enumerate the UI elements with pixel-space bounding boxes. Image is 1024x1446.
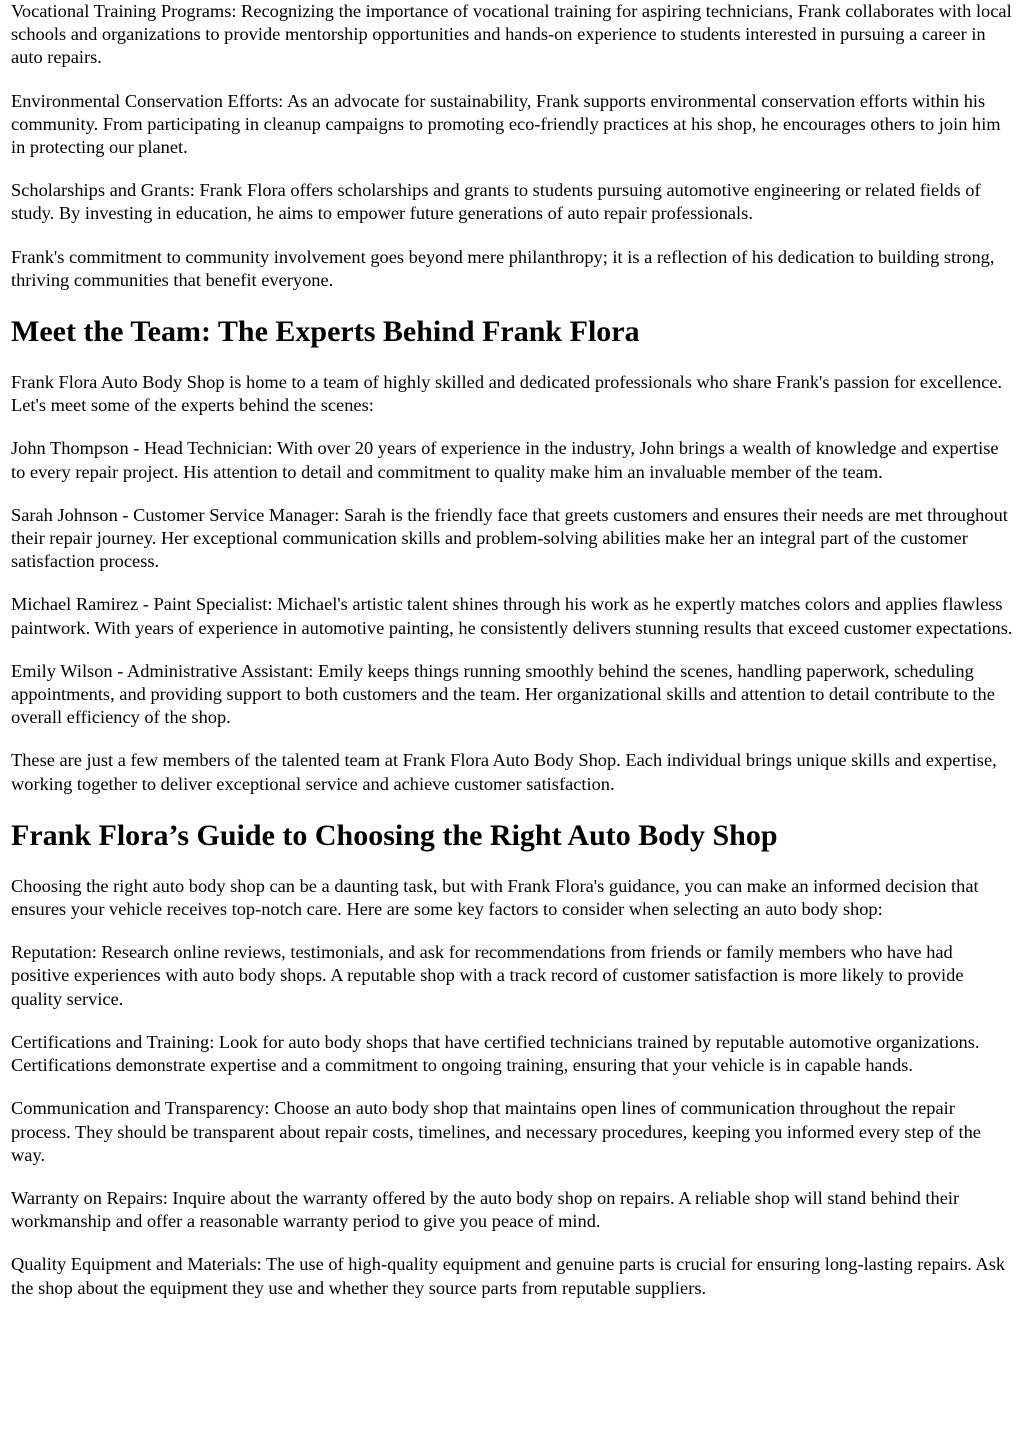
paragraph-scholarships-grants: Scholarships and Grants: Frank Flora offers scholarships and grants to students pursuing automotive engineering or related fields of study. By investing in education, he aims to empower future generations of auto repair professionals. (11, 180, 981, 224)
paragraph-michael-ramirez: Michael Ramirez - Paint Specialist: Michael's artistic talent shines through his work as he expertly matches colors and applies flawless paintwork. With years of experience in automotive painting, he consistently delivers stunning results that exceed customer expectations. (11, 594, 1013, 638)
paragraph-community-commitment: Frank's commitment to community involvement goes beyond mere philanthropy; it is a reflection of his dedication to building strong, thriving communities that benefit everyone. (11, 246, 995, 290)
paragraph-communication: Communication and Transparency: Choose an auto body shop that maintains open lines of communication throughout the repair process. They should be transparent about repair costs, timelines, and necessary procedures, keeping you informed every step of the way. (11, 1098, 981, 1165)
paragraph-team-summary: These are just a few members of the talented team at Frank Flora Auto Body Shop. Each individual brings unique skills and expertise, working together to deliver exceptional service and achieve customer satisfaction. (11, 750, 997, 794)
paragraph-equipment: Quality Equipment and Materials: The use of high-quality equipment and genuine parts is crucial for ensuring long-lasting repairs. Ask the shop about the equipment they use and whether they source parts from reputable suppliers. (11, 1254, 1006, 1298)
paragraph-guide-intro: Choosing the right auto body shop can be a daunting task, but with Frank Flora's guidance, you can make an informed decision that ensures your vehicle receives top-notch care. Here are some key factors to consider when selecting an auto body shop: (11, 875, 979, 920)
community-section (11, 0, 1014, 292)
paragraph-john-thompson: John Thompson - Head Technician: With over 20 years of experience in the industry, John brings a wealth of knowledge and expertise to every repair project. His attention to detail and commitment to quality make him an invaluable member of the team. (11, 438, 999, 482)
paragraph-environmental-conservation: Environmental Conservation Efforts: As an advocate for sustainability, Frank supports environmental conservation efforts within his community. From participating in cleanup campaigns to promoting eco-friendly practices at his shop, he encourages others to join him in protecting our planet. (11, 90, 1001, 158)
paragraph-certifications: Certifications and Training: Look for auto body shops that have certified technicians trained by reputable automotive organizations. Certifications demonstrate expertise and a commitment to ongoing training, ensuring that your vehicle is in capable hands. (11, 1031, 980, 1076)
guide-section (11, 818, 1014, 1300)
paragraph-vocational-training: Vocational Training Programs: Recognizing the importance of vocational training for aspiring technicians, Frank collaborates with local schools and organizations to provide mentorship opportunities and hands-on experience to students interested in pursuing a career in auto repairs. (11, 1, 1012, 68)
team-heading: Meet the Team: The Experts Behind Frank Flora (11, 315, 640, 349)
paragraph-warranty: Warranty on Repairs: Inquire about the warranty offered by the auto body shop on repairs. A reliable shop will stand behind their workmanship and offer a reasonable warranty period to give you peace of mind. (11, 1187, 960, 1232)
paragraph-team-intro: Frank Flora Auto Body Shop is home to a team of highly skilled and dedicated professionals who share Frank's passion for excellence. Let's meet some of the experts behind the scenes: (11, 372, 1003, 416)
guide-heading: Frank Flora’s Guide to Choosing the Right Auto Body Shop (11, 818, 778, 852)
paragraph-sarah-johnson: Sarah Johnson - Customer Service Manager: Sarah is the friendly face that greets customers and ensures their needs are met throughout their repair journey. Her exceptional communication skills and problem-solving abilities make her an integral part of the customer satisfaction process. (11, 504, 1008, 572)
paragraph-reputation: Reputation: Research online reviews, testimonials, and ask for recommendations from friends or family members who have had positive experiences with auto body shops. A reputable shop with a track record of customer satisfaction is more likely to provide quality service. (11, 942, 964, 1009)
team-section (11, 314, 1014, 796)
paragraph-emily-wilson: Emily Wilson - Administrative Assistant: Emily keeps things running smoothly behind the scenes, handling paperwork, scheduling appointments, and providing support to both customers and the team. Her organizational skills and attention to detail contribute to the overall efficiency of the shop. (11, 660, 995, 728)
